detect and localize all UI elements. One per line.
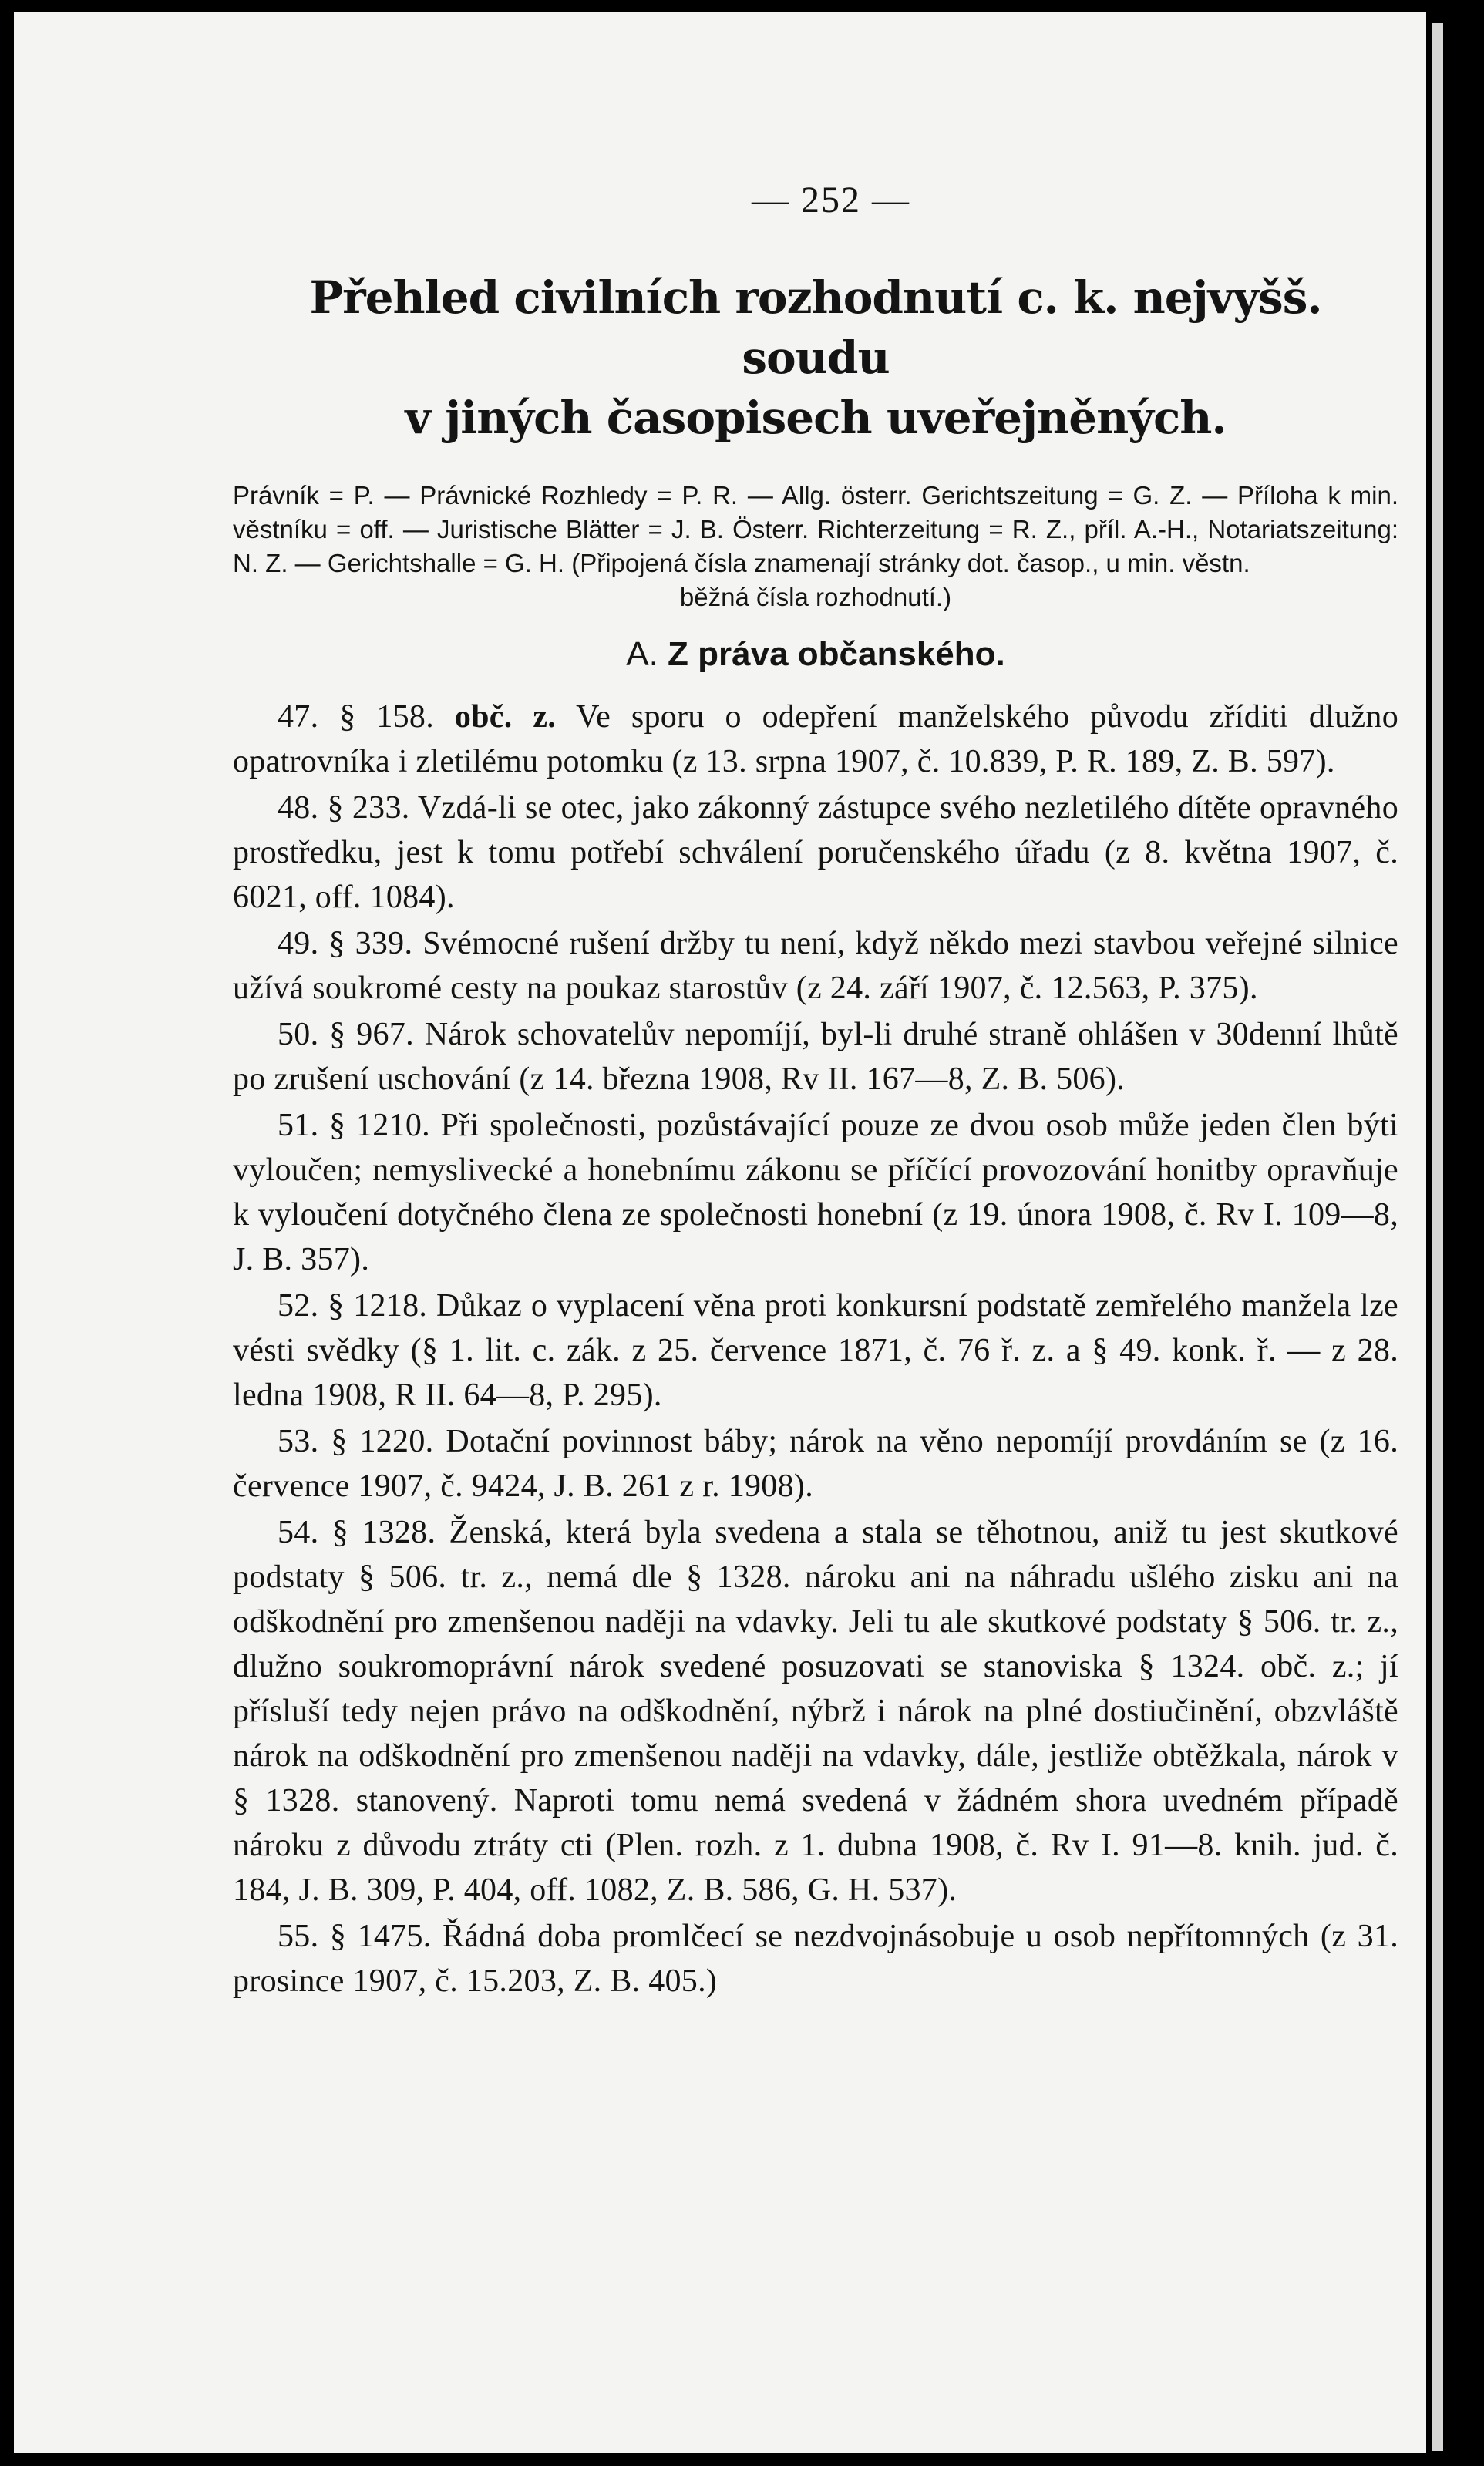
decision-entry bbox=[233, 1283, 1398, 1418]
entry-text: Důkaz o vyplacení věna proti konkursní podstatě zemřelého manžela lze vésti svědky (§ 1. lit. c. zák. z 25. července 1871, č. 76 ř. z. a § 49. konk. ř. — z 28. ledna 1908, R II. 64—8, P. 295). bbox=[233, 1288, 1398, 1413]
entry-text: Dotační povinnost báby; nárok na věno nepomíjí provdáním se (z 16. července 1907, č. 9424, J. B. 261 z r. 1908). bbox=[233, 1424, 1398, 1504]
abbreviation-legend: Právník = P. — Právnické Rozhledy = P. R. — Allg. österr. Gerichtszeitung = G. Z. — Příloha k min. věstníku = off. — Juristische Blätter = J. B. Österr. Richterzeitung = R. Z., příl. A.-H., Notariatszeitung: N. Z. — Gerichtshalle = G. H. (Připojená čísla znamenají stránky dot. časop., u min. věstn. bbox=[233, 481, 1398, 577]
entry-text: Při společnosti, pozůstávající pouze ze dvou osob může jeden člen býti vyloučen; nemyslivecké a honebnímu zákonu se příčící provozování honitby opravňuje k vyloučení dotyčného člena ze společnosti honební (z 19. února 1908, č. Rv I. 109—8, J. B. 357). bbox=[233, 1108, 1398, 1277]
entry-paragraph: § 1218. bbox=[328, 1288, 428, 1324]
entry-paragraph: § 1475. bbox=[329, 1919, 432, 1954]
entry-paragraph: § 967. bbox=[329, 1017, 414, 1052]
decision-entry bbox=[233, 1510, 1398, 1913]
entry-code: obč. z. bbox=[454, 699, 557, 735]
entry-paragraph: § 1220. bbox=[331, 1424, 434, 1459]
entry-paragraph: § 339. bbox=[328, 926, 413, 961]
entry-number: 51. bbox=[278, 1108, 319, 1143]
entry-paragraph: § 1328. bbox=[331, 1515, 436, 1550]
page-content bbox=[233, 179, 1398, 2005]
entry-number: 47. bbox=[278, 699, 319, 735]
title-line-2: v jiných časopisech uveřejněných. bbox=[405, 392, 1227, 444]
entry-text: Vzdá-li se otec, jako zákonný zástupce svého nezletilého dítěte opravného prostředku, jest k tomu potřebí schválení poručenského úřadu (z 8. května 1907, č. 6021, off. 1084). bbox=[233, 790, 1398, 915]
entry-text: Svémocné rušení držby tu není, když někdo mezi stavbou veřejné silnice užívá soukromé cesty na poukaz starostův (z 24. září 1907, č. 12.563, P. 375). bbox=[233, 926, 1398, 1006]
page-number: — 252 — bbox=[752, 180, 910, 220]
entry-text: Ve sporu o odepření manželského původu zříditi dlužno opatrovníka i zletilému potomku (z 13. srpna 1907, č. 10.839, P. R. 189, Z. B. 597). bbox=[233, 699, 1398, 779]
decision-entry bbox=[233, 1419, 1398, 1509]
entry-number: 50. bbox=[278, 1017, 319, 1052]
section-heading bbox=[233, 631, 1398, 678]
decision-entry bbox=[233, 921, 1398, 1011]
entry-number: 55. bbox=[278, 1919, 319, 1954]
entry-paragraph: § 1210. bbox=[329, 1108, 430, 1143]
decision-entry bbox=[233, 786, 1398, 920]
decision-entry bbox=[233, 1012, 1398, 1102]
decision-entry bbox=[233, 695, 1398, 784]
page-title bbox=[233, 267, 1398, 448]
section-title: Z práva občanského. bbox=[668, 635, 1005, 673]
entry-number: 49. bbox=[278, 926, 319, 961]
title-line-1: Přehled civilních rozhodnutí c. k. nejvyšš. soudu bbox=[309, 271, 1322, 384]
entry-number: 48. bbox=[278, 790, 319, 826]
decision-entry bbox=[233, 1103, 1398, 1282]
entry-text: Ženská, která byla svedena a stala se těhotnou, aniž tu jest skutkové podstaty § 506. tr. z., nemá dle § 1328. nároku ani na náhradu ušlého zisku ani na odškodnění pro zmenšenou naději na vdavky. Jeli tu ale skutkové podstaty § 506. tr. z., dlužno soukromoprávní nárok svedené posuzovati se stanoviska § 1324. obč. z.; jí přísluší tedy nejen právo na odškodnění, nýbrž i nárok na plné dostiučinění, obzvláště nárok na odškodnění pro zmenšenou naději na vdavky, dále, jestliže obtěžkala, nárok v § 1328. stanovený. Naproti tomu nemá svedená v žádném shora uvedném případě nároku z důvodu ztráty cti (Plen. rozh. z 1. dubna 1908, č. Rv I. 91—8. knih. jud. č. 184, J. B. 309, P. 404, off. 1082, Z. B. 586, G. H. 537). bbox=[233, 1515, 1398, 1908]
entry-text: Nárok schovatelův nepomíjí, byl-li druhé straně ohlášen v 30denní lhůtě po zrušení uschování (z 14. března 1908, Rv II. 167—8, Z. B. 506). bbox=[233, 1017, 1398, 1097]
entry-text: Řádná doba promlčecí se nezdvojnásobuje u osob nepřítomných (z 31. prosince 1907, č. 15.203, Z. B. 405.) bbox=[233, 1919, 1398, 1999]
entry-number: 53. bbox=[278, 1424, 319, 1459]
decision-entry bbox=[233, 1914, 1398, 2003]
page-edge bbox=[1432, 23, 1443, 2451]
entry-paragraph: § 233. bbox=[327, 790, 410, 826]
section-letter: A. bbox=[626, 635, 658, 673]
entry-number: 52. bbox=[278, 1288, 319, 1324]
entry-paragraph: § 158. bbox=[339, 699, 435, 735]
abbreviation-legend-end: běžná čísla rozhodnutí.) bbox=[679, 583, 952, 611]
entry-number: 54. bbox=[278, 1515, 319, 1550]
